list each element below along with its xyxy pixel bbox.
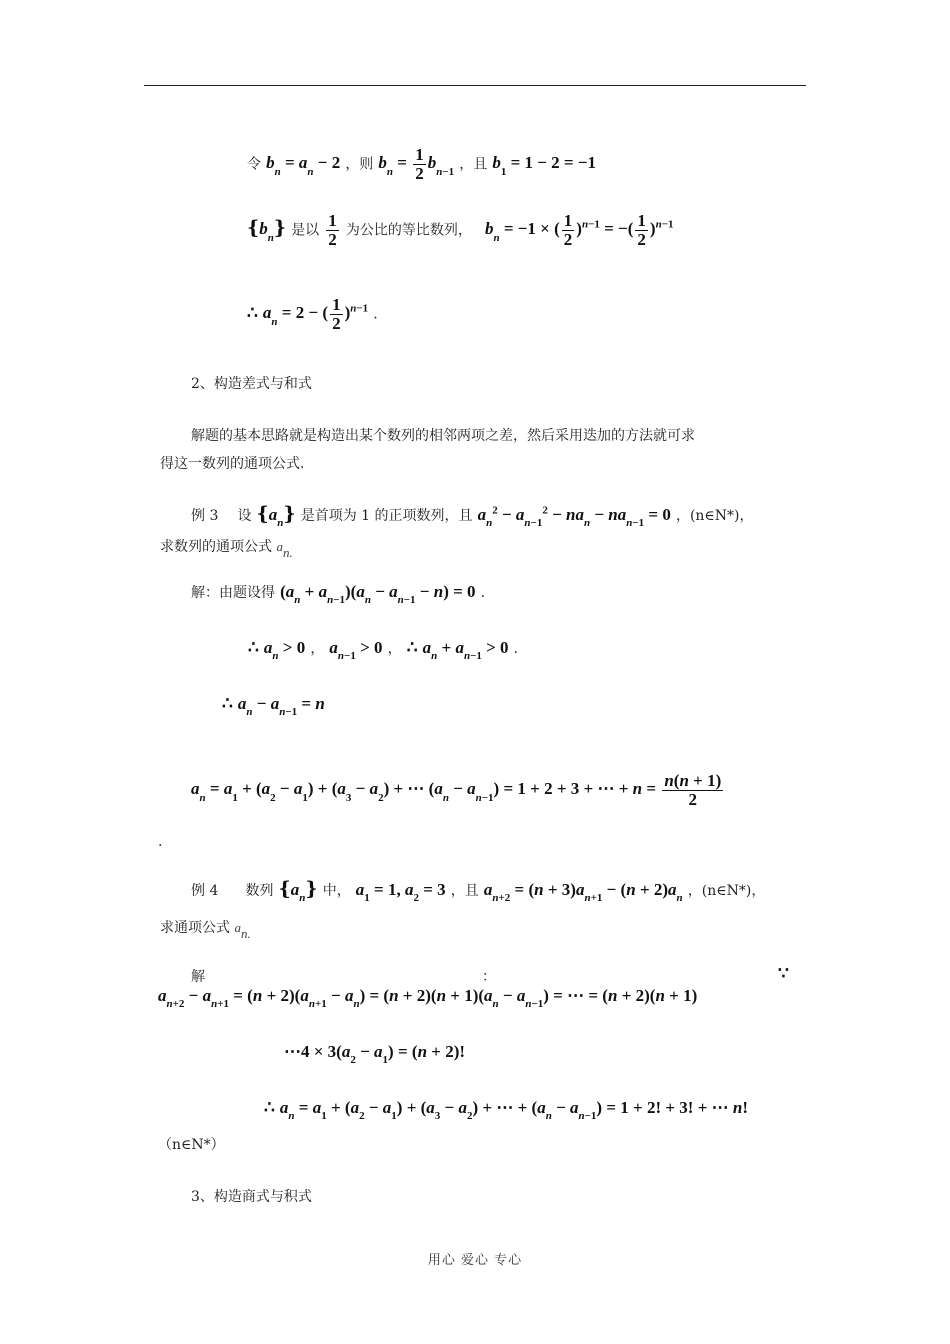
paragraph-line-2: 得这一数列的通项公式.	[160, 456, 305, 472]
formula-bn-recur: $b_n$ = $\frac{1}{2}$ $b_{n-1}$	[378, 145, 455, 183]
example-4-line-2	[160, 917, 251, 942]
text-colon: ：	[482, 969, 496, 985]
therefore-symbol: ∴	[247, 303, 258, 323]
solution-4-line-1	[158, 986, 698, 1011]
text-an-sub: n.	[282, 545, 293, 561]
line-bn-geometric	[247, 212, 674, 249]
text-ex4-ask: 求通项公式	[160, 920, 235, 936]
text-n-in-N: ，(n∈N*)，	[675, 508, 754, 524]
text-jie: 解	[191, 969, 205, 985]
solution-3-line-1	[191, 582, 486, 607]
text-zhong: 中，	[322, 883, 351, 899]
example-3-label: 例 3	[191, 508, 219, 524]
therefore-symbol: ∴	[406, 638, 418, 657]
text-qie: ，且	[459, 156, 488, 173]
header-rule	[144, 85, 806, 86]
line-an-closed	[247, 296, 378, 333]
formula-half: $\frac{1}{2}$	[328, 211, 337, 249]
text-shiyi: 是以	[291, 222, 320, 239]
formula-an-set: $\{a_n\}$	[278, 878, 318, 905]
formula-an-set: $\{a_n\}$	[256, 503, 296, 530]
formula-bn-set: $\{b_n\}$	[247, 217, 287, 244]
formula-telescoping-sum: $a_n = a_1 + (a_2 - a_1) + (a_3 - a_2)$ + ⋯ $(a_n - a_{n-1}) = 1 + 2 + 3$ + ⋯ + n = $\frac{n(n + 1)}{2}$	[191, 771, 722, 809]
text-shulie: 数列	[245, 883, 274, 899]
text-ex3-mid: 是首项为 1 的正项数列，且	[300, 508, 473, 524]
formula-an-closed: $a_n = 2$ − ( $\frac{1}{2}$ )$^{n-1}$	[262, 295, 369, 333]
text-she: 设	[237, 508, 252, 524]
formula-sum-pos: $a_n + a_{n-1} > 0$	[422, 638, 509, 663]
formula-diff-chain: $a_{n+2} - a_{n+1} = (n + 2)(a_{n+1} - a_n) = (n + 2)(n + 1)(a_n - a_{n-1})$ = ⋯ = (n + 2)(n + 1)	[158, 986, 698, 1011]
text-gongbi: 为公比的等比数列，	[345, 222, 472, 239]
therefore-symbol: ∴	[264, 1098, 275, 1117]
example-4	[191, 878, 766, 905]
text-an: a	[234, 920, 241, 935]
text-comma: ，	[387, 641, 402, 657]
text-period: .	[480, 585, 486, 601]
paragraph-line-1: 解题的基本思路就是构造出某个数列的相邻两项之差，然后采用迭加的方法就可求	[191, 428, 695, 444]
therefore-symbol: ∴	[222, 694, 233, 713]
solution-3-line-3	[222, 694, 325, 719]
text-ex3-ask: 求数列的通项公式	[160, 539, 277, 555]
formula-factorial: ⋯4 × $3(a_2 - a_1) = (n + 2)$!	[284, 1042, 466, 1067]
formula-bn-an: $b_n = a_n - 2$	[266, 153, 341, 178]
solution-3-line-4	[191, 772, 725, 809]
formula-an-pos: $a_n > 0$	[263, 638, 306, 663]
formula-an1-pos: $a_{n-1} > 0$	[329, 638, 383, 663]
text-ze: ，则	[345, 156, 374, 173]
solution-4-line-2	[284, 1042, 466, 1067]
solution-3-line-2	[248, 638, 519, 663]
page-footer: 用心 爱心 专心	[427, 1253, 523, 1268]
section-3-heading: 3、构造商式与积式	[191, 1189, 312, 1205]
because-symbol: ∵	[778, 964, 789, 983]
example-4-label: 例 4	[191, 883, 219, 899]
text-n-in-N-end: （n∈N*）	[158, 1137, 225, 1153]
text-comma: ，	[310, 641, 325, 657]
text-an: a	[276, 539, 283, 554]
text-period: .	[373, 306, 378, 323]
text-period-end: .	[158, 834, 163, 850]
therefore-symbol: ∴	[248, 638, 259, 657]
text-ling: 令	[247, 156, 261, 173]
formula-factorial-sum: $a_n = a_1 + (a_2 - a_1) + (a_3 - a_2)$ + ⋯ + $(a_n - a_{n-1}) = 1 + 2$! + 3! + ⋯ n!	[279, 1098, 749, 1123]
formula-ex3-condition: $a_n^2 - a_{n-1}^2 - na_n - na_{n-1} = 0$	[477, 504, 671, 530]
text-period: .	[513, 641, 519, 657]
example-3	[191, 503, 754, 530]
formula-ex4-recurrence: $a_{n+2} = (n + 3)a_{n+1} - (n + 2)a_n$	[483, 880, 683, 905]
text-qie: ，且	[450, 883, 479, 899]
text-sol3-intro: 解：由题设得	[191, 585, 275, 601]
section-2-heading: 2、构造差式与和式	[191, 376, 312, 392]
solution-4-line-3	[264, 1098, 749, 1123]
formula-factor: $(a_n + a_{n-1})(a_n - a_{n-1} - n) = 0$	[280, 582, 476, 607]
example-3-line-2	[160, 536, 293, 561]
line-bn-def	[247, 146, 596, 183]
text-n-in-N: ，(n∈N*)，	[687, 883, 766, 899]
formula-b1: $b_1 = 1 - 2 = -1$	[492, 153, 597, 178]
formula-diff-n: $a_n - a_{n-1} = n$	[237, 694, 325, 719]
formula-initial-values: $a_1 = 1$, $a_2 = 3$	[355, 880, 446, 905]
text-an-sub: n.	[240, 926, 251, 942]
formula-bn-closed: $b_n = -1$ × ( $\frac{1}{2}$ )$^{n-1}$ = −( $\frac{1}{2}$ )$^{n-1}$	[484, 211, 674, 249]
